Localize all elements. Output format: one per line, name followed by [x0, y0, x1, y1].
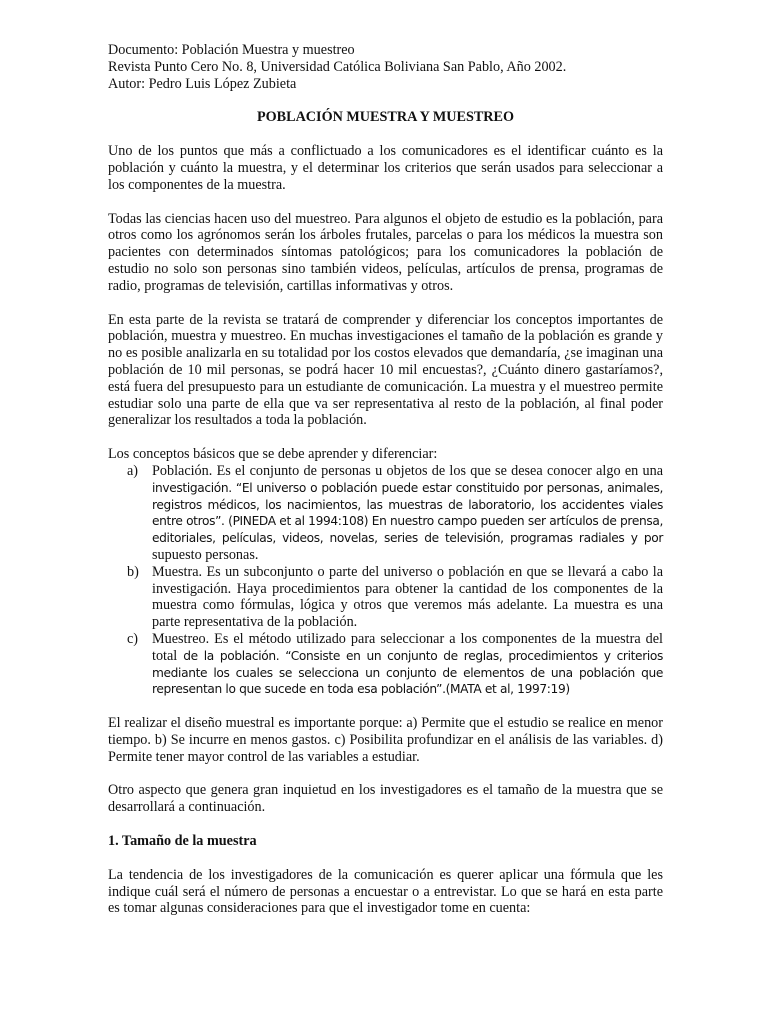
list-item-poblacion: [108, 463, 663, 564]
list-item-muestra: [108, 564, 663, 631]
paragraph-sciences: Todas las ciencias hacen uso del muestreo. Para algunos el objeto de estudio es la población, para otros como los agrónomos serán los árboles frutales, parcelas o para los médicos la muestra son pacientes con determinados síntomas patológicos; para los comunicadores la población de estudio no solo son personas sino también videos, películas, artículos de prensa, programas de radio, programas de televisión, cartillas informativas y otros.: [108, 210, 663, 294]
list-marker: b): [127, 563, 139, 580]
list-intro: Los conceptos básicos que se debe aprender y diferenciar:: [108, 446, 438, 463]
list-item-text: Población. Es el conjunto de personas u objetos de los que se desea conocer algo en una: [152, 462, 663, 479]
list-marker: a): [127, 462, 139, 479]
list-item-quote: investigación. “El universo o población puede estar constituido por personas, animales, registros médicos, los nacimientos, las muestras de laboratorio, los accidentes viales entre otros”. (PINEDA et al 1994:108) En nuestro campo pueden ser artículos de prensa, editoriales, películas, videos, novelas, series de televisión, programas radiales y por: [152, 480, 663, 546]
header-document-line: Documento: Población Muestra y muestreo: [108, 42, 355, 58]
section-heading-sample-size: 1. Tamaño de la muestra: [108, 833, 257, 850]
document-header: [108, 42, 663, 92]
header-author-line: Autor: Pedro Luis López Zubieta: [108, 75, 297, 92]
list-item-quote: de la población. “Consiste en un conjunto de reglas, procedimientos y criterios mediante los cuales se selecciona un conjunto de elementos de una población que representan lo que sucede en toda esa población”.(MATA et al, 1997:19): [152, 648, 664, 697]
paragraph-sample-size: La tendencia de los investigadores de la comunicación es querer aplicar una fórmula que les indique cuál será el número de personas a encuestar o a entrevistar. Lo que se hará en esta parte es tomar algunas consideraciones para que el investigador tome en cuenta:: [108, 866, 663, 917]
header-journal-line: Revista Punto Cero No. 8, Universidad Católica Boliviana San Pablo, Año 2002.: [108, 58, 567, 75]
paragraph-concepts: En esta parte de la revista se tratará de comprender y diferenciar los conceptos importantes de población, muestra y muestreo. En muchas investigaciones el tamaño de la población es grande y no es posible analizarla en su totalidad por los costos elevados que demandaría, ¿se imaginan una población de 10 mil personas, se podrá hacer 10 mil encuestas?, ¿Cuánto dinero gastaríamos?, está fuera del presupuesto para un estudiante de comunicación. La muestra y el muestreo permite estudiar solo una parte de ella que va ser representativa al resto de la población, al final poder generalizar los resultados a toda la población.: [108, 311, 663, 429]
list-item-text: Muestreo. Es el método utilizado para seleccionar a los componentes de la muestra del total: [152, 630, 663, 664]
list-item-muestreo: [108, 631, 663, 698]
list-item-text: Muestra. Es un subconjunto o parte del universo o población en que se llevará a cabo la investigación. Haya procedimientos para obtener la cantidad de los componentes de la muestra como fórmulas, lógica y otros que veremos más adelante. La muestra es una parte representativa de la población.: [152, 563, 663, 631]
concepts-list: [108, 463, 663, 698]
paragraph-sample-size-intro: Otro aspecto que genera gran inquietud en los investigadores es el tamaño de la muestra que se desarrollará a continuación.: [108, 782, 663, 816]
document-page: [108, 42, 663, 917]
paragraph-intro: Uno de los puntos que más a conflictuado a los comunicadores es el identificar cuánto es la población y cuánto la muestra, y el determinar los criterios que serán usados para seleccionar a los componentes de la muestra.: [108, 143, 663, 193]
list-item-text-end: supuesto personas.: [152, 546, 259, 563]
paragraph-design-importance: El realizar el diseño muestral es importante porque: a) Permite que el estudio se realice en menor tiempo. b) Se incurre en menos gastos. c) Posibilita profundizar en el análisis de las variables. d) Permite tener mayor control de las variables a estudiar.: [108, 715, 663, 765]
document-title: POBLACIÓN MUESTRA Y MUESTREO: [256, 109, 515, 126]
list-marker: c): [127, 630, 139, 647]
